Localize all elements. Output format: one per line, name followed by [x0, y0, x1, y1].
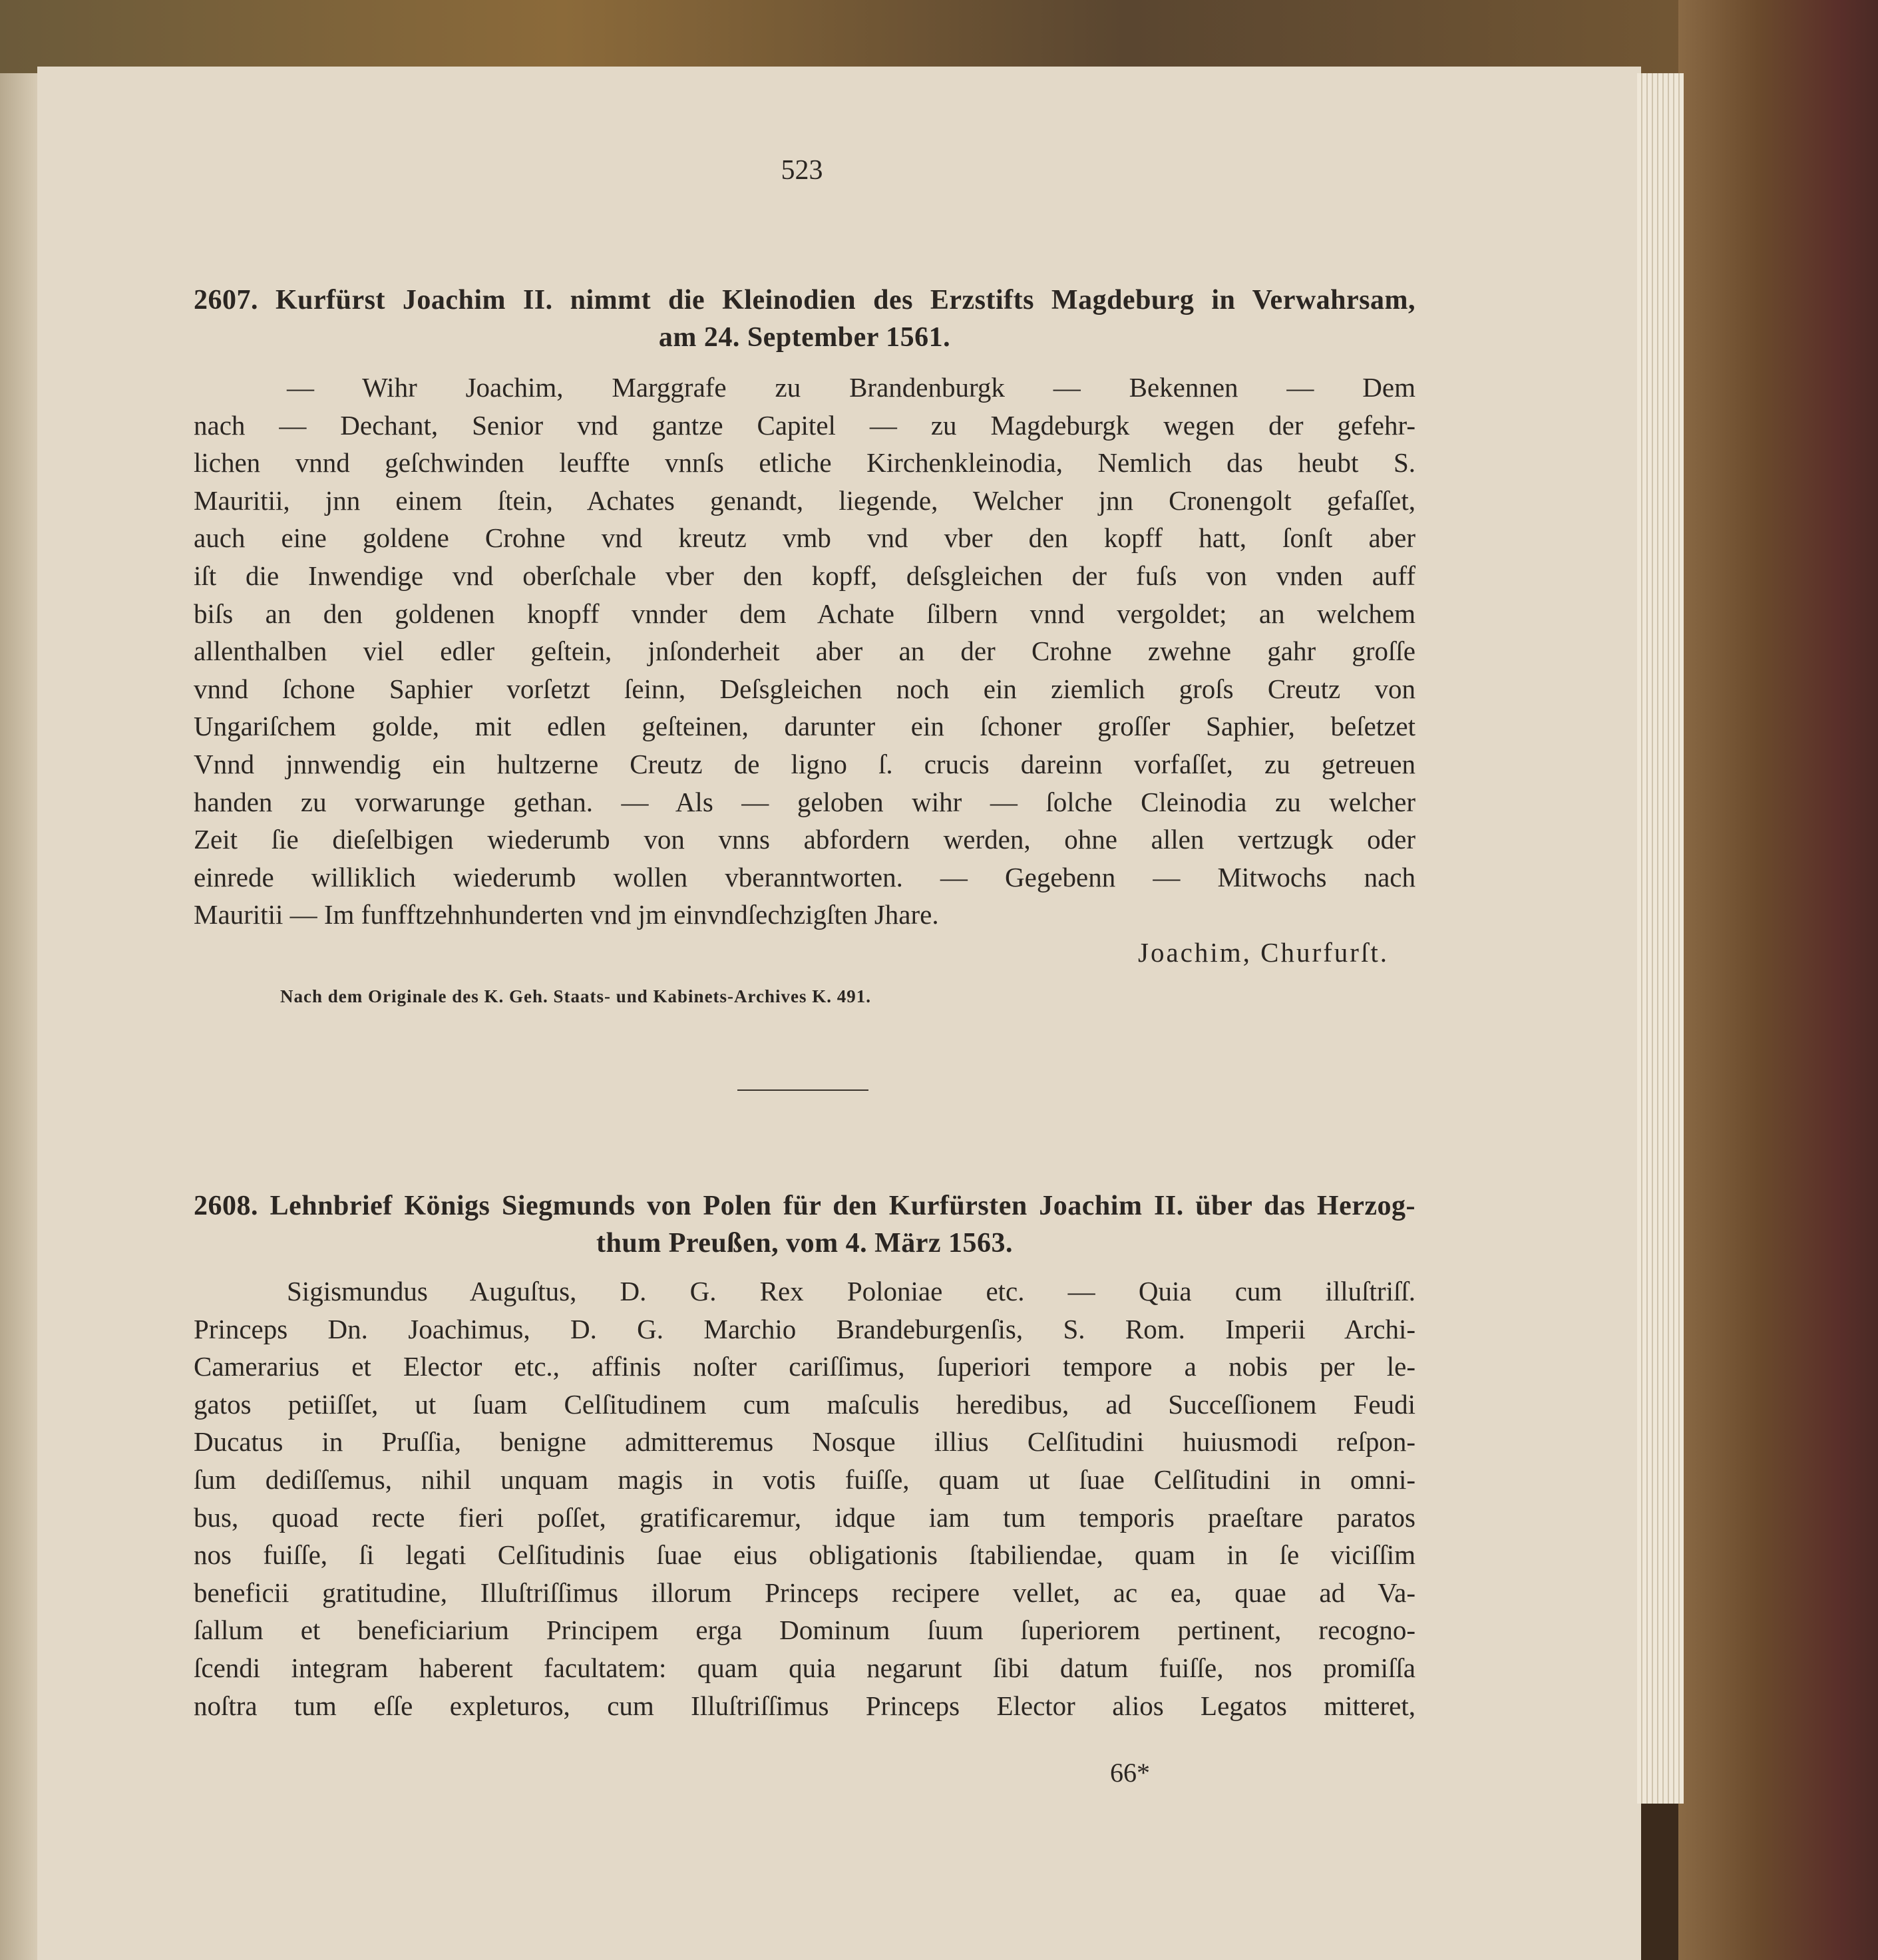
body-line: iſt die Inwendige vnd oberſchale vber den kopff, deſsgleichen der fuſs von vnden auff [194, 560, 1415, 591]
body-line: biſs an den goldenen knopff vnnder dem Achate ſilbern vnnd vergoldet; an welchem [194, 598, 1415, 629]
section-2608-heading [194, 1187, 1415, 1262]
heading-line: 2608. Lehnbrief Königs Siegmunds von Polen für den Kurfürsten Joachim II. über das Herzog- [194, 1191, 1415, 1221]
signature-mark: 66* [1110, 1758, 1150, 1788]
body-line: gatos petiiſſet, ut ſuam Celſitudinem cum maſculis heredibus, ad Succeſſionem Feudi [194, 1388, 1415, 1420]
heading-line: thum Preußen, vom 4. März 1563. [596, 1228, 1013, 1259]
section-2608-body [194, 1273, 1415, 1724]
body-line: Princeps Dn. Joachimus, D. G. Marchio Brandeburgenſis, S. Rom. Imperii Archi- [194, 1313, 1415, 1344]
body-line: vnnd ſchone Saphier vorſetzt ſeinn, Deſsgleichen noch ein ziemlich groſs Creutz von [194, 673, 1415, 704]
body-line: lichen vnnd geſchwinden leuffte vnnſs etliche Kirchenkleinodia, Nemlich das heubt S. [194, 447, 1415, 479]
section-2607-body [194, 369, 1415, 972]
facing-page-edge [0, 73, 40, 1960]
body-line: Mauritii, jnn einem ſtein, Achates genandt, liegende, Welcher jnn Cronengolt gefaſſet, [194, 485, 1415, 516]
section-2607-heading [194, 282, 1415, 356]
heading-line: 2607. Kurfürst Joachim II. nimmt die Kleinodien des Erzstifts Magdeburg in Verwahrsam, [194, 285, 1415, 315]
body-line: Sigismundus Auguſtus, D. G. Rex Poloniae etc. — Quia cum illuſtriſſ. [287, 1276, 1415, 1306]
body-line: ſum dediſſemus, nihil unquam magis in votis fuiſſe, quam ut ſuae Celſitudini in omni- [194, 1464, 1415, 1495]
body-line: allenthalben viel edler geſtein, jnſonderheit aber an der Crohne zwehne gahr groſſe [194, 636, 1415, 667]
page-stack-edge [1637, 73, 1684, 1804]
body-line: nach — Dechant, Senior vnd gantze Capitel — zu Magdeburgk wegen der gefehr- [194, 409, 1415, 441]
body-line: ſcendi integram haberent facultatem: quam quia negarunt ſibi datum fuiſſe, nos promiſſa [194, 1652, 1415, 1683]
body-line: Mauritii — Im funfftzehnhunderten vnd jm einvndſechzigſten Jhare. [194, 899, 939, 930]
body-line: beneficii gratitudine, Illuſtriſſimus illorum Princeps recipere vellet, ac ea, quae ad Va- [194, 1577, 1415, 1608]
body-line: auch eine goldene Crohne vnd kreutz vmb vnd vber den kopff hatt, ſonſt aber [194, 522, 1415, 554]
page-number: 523 [781, 155, 823, 186]
body-line: Ducatus in Pruſſia, benigne admitteremus Nosque illius Celſitudini huiusmodi reſpon- [194, 1426, 1415, 1458]
book-cover-right [1678, 0, 1878, 1960]
signature: Joachim, Churfurſt. [1138, 936, 1389, 968]
body-line: handen zu vorwarunge gethan. — Als — geloben wihr — ſolche Cleinodia zu welcher [194, 786, 1415, 817]
source-note: Nach dem Originale des K. Geh. Staats- und Kabinets-Archives K. 491. [280, 986, 872, 1006]
body-line: Camerarius et Elector etc., affinis noſter cariſſimus, ſuperiori tempore a nobis per le- [194, 1351, 1415, 1382]
body-line: Zeit ſie dieſelbigen wiederumb von vnns abfordern werden, ohne allen vertzugk oder [194, 824, 1415, 855]
heading-line: am 24. September 1561. [658, 322, 951, 353]
body-line: einrede williklich wiederumb wollen vberanntworten. — Gegebenn — Mitwochs nach [194, 861, 1415, 892]
body-line: ſallum et beneficiarium Principem erga Dominum ſuum ſuperiorem pertinent, recogno- [194, 1615, 1415, 1646]
body-line: Vnnd jnnwendig ein hultzerne Creutz de ligno ſ. crucis dareinn vorfaſſet, zu getreuen [194, 748, 1415, 779]
body-line: noſtra tum eſſe expleturos, cum Illuſtriſſimus Princeps Elector alios Legatos mitteret, [194, 1690, 1415, 1721]
body-line: nos fuiſſe, ſi legati Celſitudinis ſuae eius obligationis ſtabiliendae, quam in ſe viciſſim [194, 1539, 1415, 1571]
body-line: — Wihr Joachim, Marggrafe zu Brandenburgk — Bekennen — Dem [287, 372, 1415, 403]
body-line: bus, quoad recte fieri poſſet, gratificaremur, idque iam tum temporis praeſtare paratos [194, 1501, 1415, 1533]
body-line: Ungariſchem golde, mit edlen geſteinen, darunter ein ſchoner groſſer Saphier, beſetzet [194, 711, 1415, 742]
section-divider [737, 1089, 868, 1091]
